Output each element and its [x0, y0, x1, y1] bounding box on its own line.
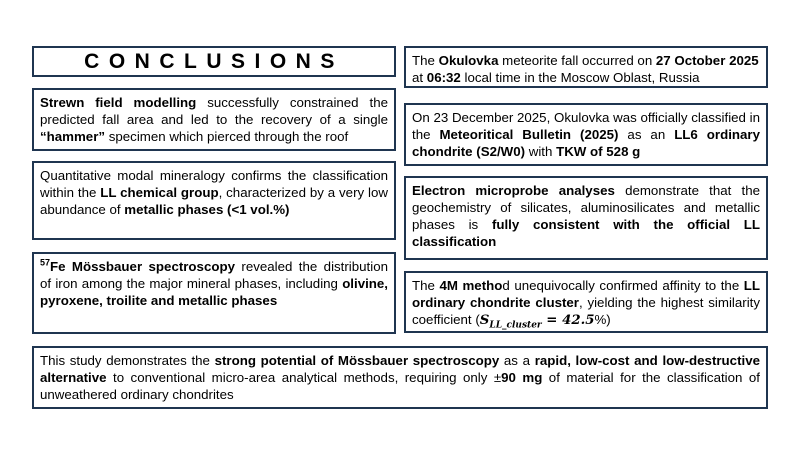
coefficient-symbol: S [479, 313, 490, 328]
fourm-bold-1: 4M metho [439, 278, 503, 293]
mossbauer-text-1: revealed the distribution of iron among the major mineral phases, including [40, 259, 388, 291]
modal-bold-1: LL chemical group [100, 185, 219, 200]
fall-bold-1: Okulovka [438, 53, 499, 68]
fourm-text-4: %) [594, 312, 611, 327]
similarity-coefficient [479, 313, 595, 331]
fall-bold-2: 27 October 2025 [655, 53, 759, 68]
strewn-bold-1: Strewn field modelling [40, 95, 197, 110]
summary-bold-2: rapid, low-cost and low-destructive alternative [40, 353, 760, 385]
fourm-text-2: d unequivocally confirmed affinity to the [502, 278, 744, 293]
strewn-text-2: specimen which pierced through the roof [105, 129, 349, 144]
classified-bold-3: TKW of 528 g [556, 144, 641, 159]
classified-text-2: as an [618, 127, 675, 142]
fall-text-2: meteorite fall occurred on [498, 53, 656, 68]
summary-text-3: to conventional micro-area analytical methods, requiring only [106, 370, 494, 385]
summary-text-4: of material for the classification of unweathered ordinary chondrites [40, 370, 760, 402]
microprobe-box [404, 176, 768, 260]
four-m-method-box [404, 271, 768, 333]
summary-bold-1: strong potential of Mössbauer spectroscopy [214, 353, 500, 368]
classified-text-1: On 23 December 2025, Okulovka was officially classified in the [412, 110, 760, 142]
classified-text-3: with [525, 144, 557, 159]
modal-bold-2: metallic phases (<1 vol.%) [124, 202, 290, 217]
classified-bold-2: LL6 ordinary chondrite (S2/W0) [412, 127, 760, 159]
fourm-text-3: , yielding the highest similarity coefficient ( [412, 295, 760, 327]
strewn-field-box [32, 88, 396, 151]
microprobe-bold-2: fully consistent with the official LL classification [412, 217, 761, 249]
summary-bold-3: 90 mg [501, 370, 543, 385]
strewn-bold-2: “hammer” [40, 129, 106, 144]
fall-text-4: local time in the Moscow Oblast, Russia [460, 70, 700, 85]
mossbauer-bold-2: olivine, pyroxene, troilite and metallic phases [40, 276, 388, 308]
classification-box [404, 103, 768, 166]
modal-text-1: Quantitative modal mineralogy confirms the classification within the [40, 168, 388, 200]
coefficient-subscript: LL_cluster [489, 320, 542, 331]
mossbauer-bold-1: Fe Mössbauer spectroscopy [50, 259, 235, 274]
summary-box [32, 346, 768, 409]
fall-bold-3: 06:32 [426, 70, 461, 85]
fall-date-box [404, 46, 768, 88]
microprobe-text-1: demonstrate that the geochemistry of silicates, aluminosilicates and metallic phases is [412, 183, 760, 232]
mossbauer-box [32, 252, 396, 334]
mossbauer-superscript: 57 [40, 257, 51, 268]
fall-text-3: at [412, 70, 427, 85]
plus-minus-symbol: ± [493, 370, 502, 385]
classified-bold-1: Meteoritical Bulletin (2025) [439, 127, 619, 142]
microprobe-bold-1: Electron microprobe analyses [412, 183, 615, 198]
modal-text-2: , characterized by a very low abundance of [40, 185, 388, 217]
fall-text-1: The [412, 53, 439, 68]
fourm-text-1: The [412, 278, 440, 293]
summary-text-2: as a [499, 353, 535, 368]
coefficient-value: = 42.5 [541, 313, 595, 328]
summary-text-1: This study demonstrates the [40, 353, 215, 368]
fourm-bold-2: LL ordinary chondrite cluster [412, 278, 761, 310]
modal-mineralogy-box [32, 161, 396, 240]
conclusions-title: CONCLUSIONS [32, 46, 396, 77]
strewn-text-1: successfully constrained the predicted fall area and led to the recovery of a single [40, 95, 388, 127]
